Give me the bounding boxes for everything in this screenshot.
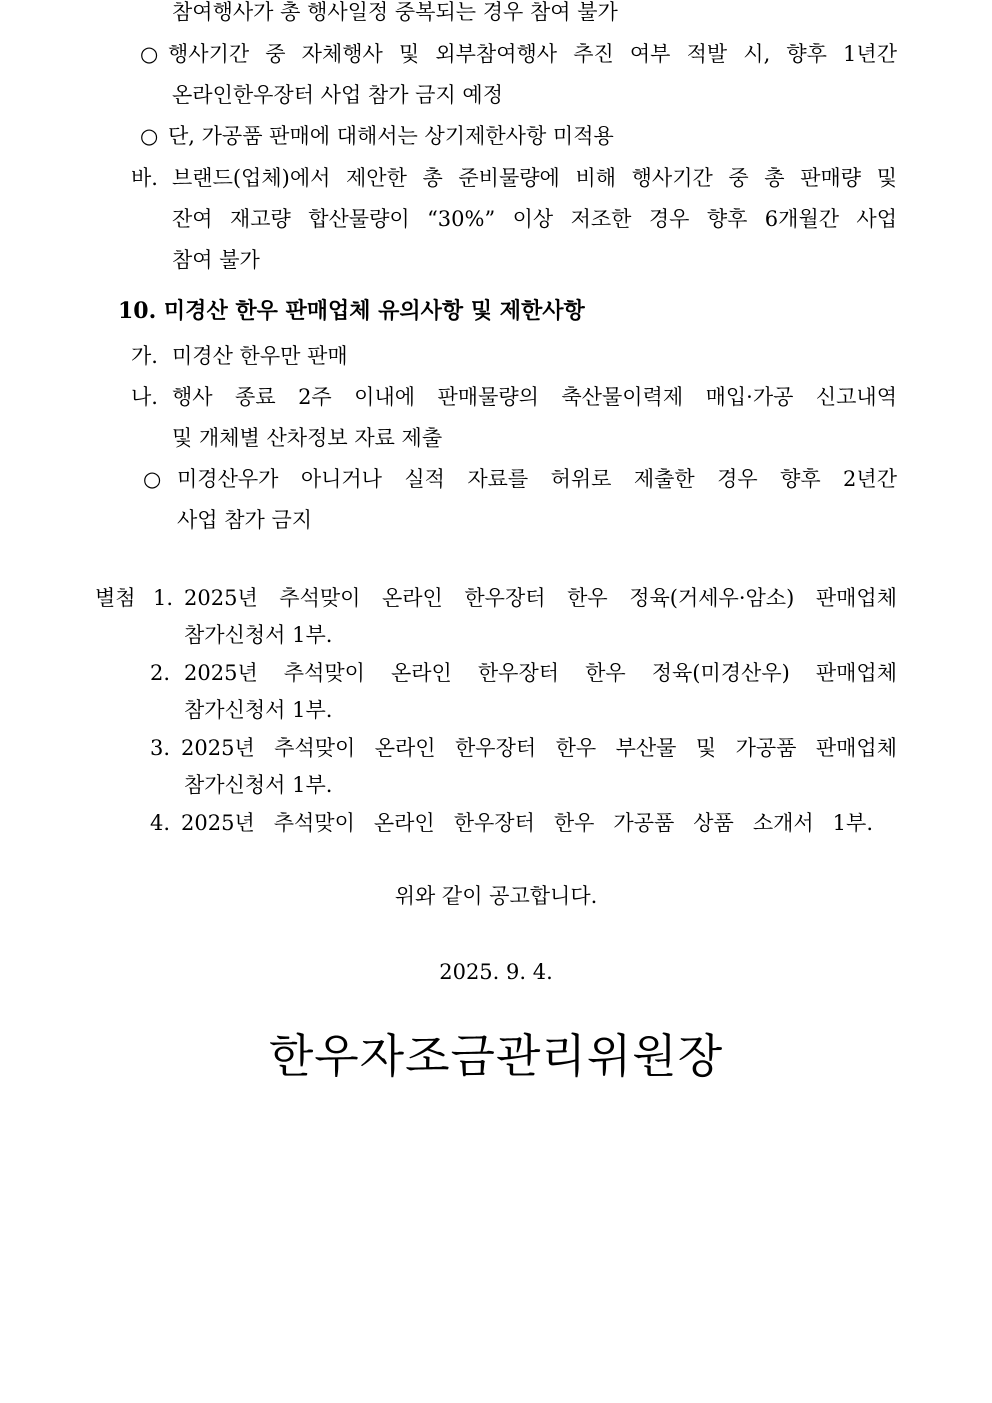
section10-bullet-line2: 사업 참가 금지 — [177, 508, 313, 532]
attachment-1-text: 2025년 추석맞이 온라인 한우장터 한우 정육(거세우·암소) 판매업체 — [184, 586, 897, 610]
attachment-1-line1 — [153, 584, 897, 612]
attachment-2-marker: 2. — [150, 661, 171, 685]
circle-bullet-icon: ○ — [143, 467, 162, 491]
attachment-3-text: 2025년 추석맞이 온라인 한우장터 한우 부산물 및 가공품 판매업체 — [181, 736, 897, 760]
attachment-4-line1 — [150, 809, 873, 837]
attachment-4-text: 2025년 추석맞이 온라인 한우장터 한우 가공품 상품 소개서 1부. — [181, 811, 873, 835]
item-na-marker: 나. — [131, 385, 158, 409]
section10-bullet-line1 — [143, 465, 897, 493]
attachment-3-marker: 3. — [150, 736, 171, 760]
section10-item-ga — [131, 342, 348, 370]
section10-heading: 10. 미경산 한우 판매업체 유의사항 및 제한사항 — [118, 298, 585, 324]
section10-item-na-line1 — [131, 383, 897, 411]
item-ga-text: 미경산 한우만 판매 — [172, 344, 348, 368]
attachment-3-line1 — [150, 734, 897, 762]
announcement-date: 2025. 9. 4. — [439, 960, 553, 984]
circle-bullet-icon: ○ — [140, 42, 159, 66]
section9-item-ba-line3: 참여 불가 — [172, 248, 260, 272]
attachment-3-line2: 참가신청서 1부. — [184, 773, 333, 797]
section9-item-ba-line1 — [131, 164, 897, 192]
attachment-2-text: 2025년 추석맞이 온라인 한우장터 한우 정육(미경산우) 판매업체 — [184, 661, 897, 685]
section10-item-na-line2: 및 개체별 산차정보 자료 제출 — [172, 426, 443, 450]
attachments-label: 별첨 — [95, 586, 136, 610]
issuer-signature: 한우자조금관리위원장 — [268, 1029, 724, 1083]
section9-bullet1-line2: 온라인한우장터 사업 참가 금지 예정 — [172, 83, 503, 107]
attachment-2-line1 — [150, 659, 897, 687]
section9-line-top: 참여행사가 총 행사일정 중복되는 경우 참여 불가 — [172, 0, 618, 24]
item-ba-text: 브랜드(업체)에서 제안한 총 준비물량에 비해 행사기간 중 총 판매량 및 — [172, 166, 897, 190]
closing-statement: 위와 같이 공고합니다. — [394, 884, 598, 908]
attachment-4-marker: 4. — [150, 811, 171, 835]
bullet2-text: 단, 가공품 판매에 대해서는 상기제한사항 미적용 — [168, 124, 614, 148]
item-ba-marker: 바. — [131, 166, 158, 190]
attachment-1-line2: 참가신청서 1부. — [184, 623, 333, 647]
bullet1-text: 행사기간 중 자체행사 및 외부참여행사 추진 여부 적발 시, 향후 1년간 — [168, 42, 897, 66]
attachment-1-marker: 1. — [153, 586, 174, 610]
section9-bullet2 — [140, 122, 614, 150]
section10-bullet-text: 미경산우가 아니거나 실적 자료를 허위로 제출한 경우 향후 2년간 — [177, 467, 897, 491]
section9-bullet1-line1 — [140, 40, 897, 68]
item-ga-marker: 가. — [131, 344, 158, 368]
attachment-2-line2: 참가신청서 1부. — [184, 698, 333, 722]
item-na-text: 행사 종료 2주 이내에 판매물량의 축산물이력제 매입·가공 신고내역 — [172, 385, 897, 409]
circle-bullet-icon: ○ — [140, 124, 159, 148]
section9-item-ba-line2: 잔여 재고량 합산물량이 “30%” 이상 저조한 경우 향후 6개월간 사업 — [172, 207, 897, 231]
